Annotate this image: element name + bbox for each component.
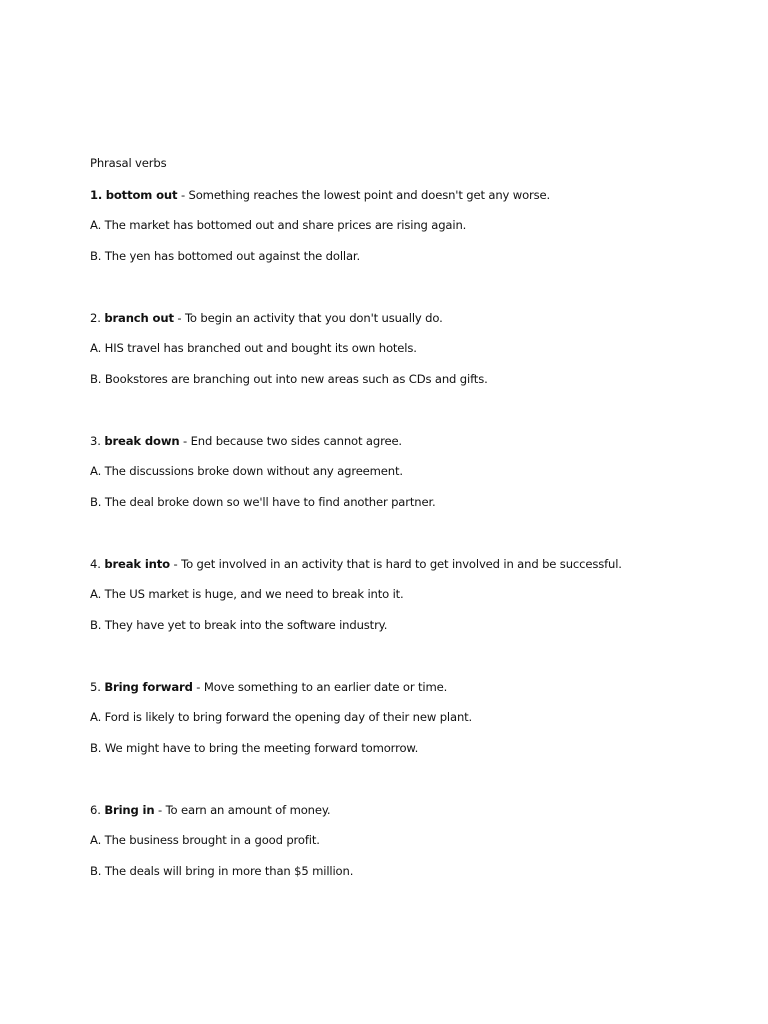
entry-3-number: 3. xyxy=(90,434,101,448)
entry-4-heading xyxy=(90,556,750,572)
entry-1-example-b: B. The yen has bottomed out against the dollar. xyxy=(90,249,361,263)
entry-4-example-b: B. They have yet to break into the software industry. xyxy=(90,618,388,632)
entry-5-term: Bring forward xyxy=(104,680,193,694)
entry-5-heading xyxy=(90,679,750,695)
page-title: Phrasal verbs xyxy=(90,156,167,170)
entry-1-number: 1. xyxy=(90,188,103,202)
entry-3-term: break down xyxy=(104,434,180,448)
entry-6-term: Bring in xyxy=(104,803,155,817)
entry-2-term: branch out xyxy=(104,311,174,325)
entry-6-heading xyxy=(90,802,750,818)
entry-5-example-b: B. We might have to bring the meeting forward tomorrow. xyxy=(90,741,419,755)
entry-3-example-a: A. The discussions broke down without any agreement. xyxy=(90,464,403,478)
entry-2-example-b: B. Bookstores are branching out into new areas such as CDs and gifts. xyxy=(90,372,488,386)
entry-4-definition: - To get involved in an activity that is hard to get involved in and be successful. xyxy=(170,557,622,571)
entry-3-definition: - End because two sides cannot agree. xyxy=(179,434,402,448)
entry-2-example-a: A. HIS travel has branched out and bought its own hotels. xyxy=(90,341,417,355)
entry-4-term: break into xyxy=(104,557,170,571)
entry-1-heading xyxy=(90,187,750,203)
entry-6-definition: - To earn an amount of money. xyxy=(154,803,331,817)
entry-6-example-a: A. The business brought in a good profit. xyxy=(90,833,320,847)
entry-2-number: 2. xyxy=(90,311,101,325)
entry-3-heading xyxy=(90,433,750,449)
entry-1-example-a: A. The market has bottomed out and share prices are rising again. xyxy=(90,218,467,232)
entry-5-example-a: A. Ford is likely to bring forward the opening day of their new plant. xyxy=(90,710,473,724)
entry-6-example-b: B. The deals will bring in more than $5 million. xyxy=(90,864,354,878)
entry-2-definition: - To begin an activity that you don't usually do. xyxy=(173,311,443,325)
entry-5-definition: - Move something to an earlier date or time. xyxy=(192,680,448,694)
entry-5-number: 5. xyxy=(90,680,101,694)
entry-1-definition: - Something reaches the lowest point and doesn't get any worse. xyxy=(177,188,551,202)
entry-6-number: 6. xyxy=(90,803,101,817)
entry-2-heading xyxy=(90,310,750,326)
entry-3-example-b: B. The deal broke down so we'll have to find another partner. xyxy=(90,495,436,509)
entry-4-number: 4. xyxy=(90,557,101,571)
entry-1-term: bottom out xyxy=(105,188,178,202)
entry-4-example-a: A. The US market is huge, and we need to break into it. xyxy=(90,587,404,601)
